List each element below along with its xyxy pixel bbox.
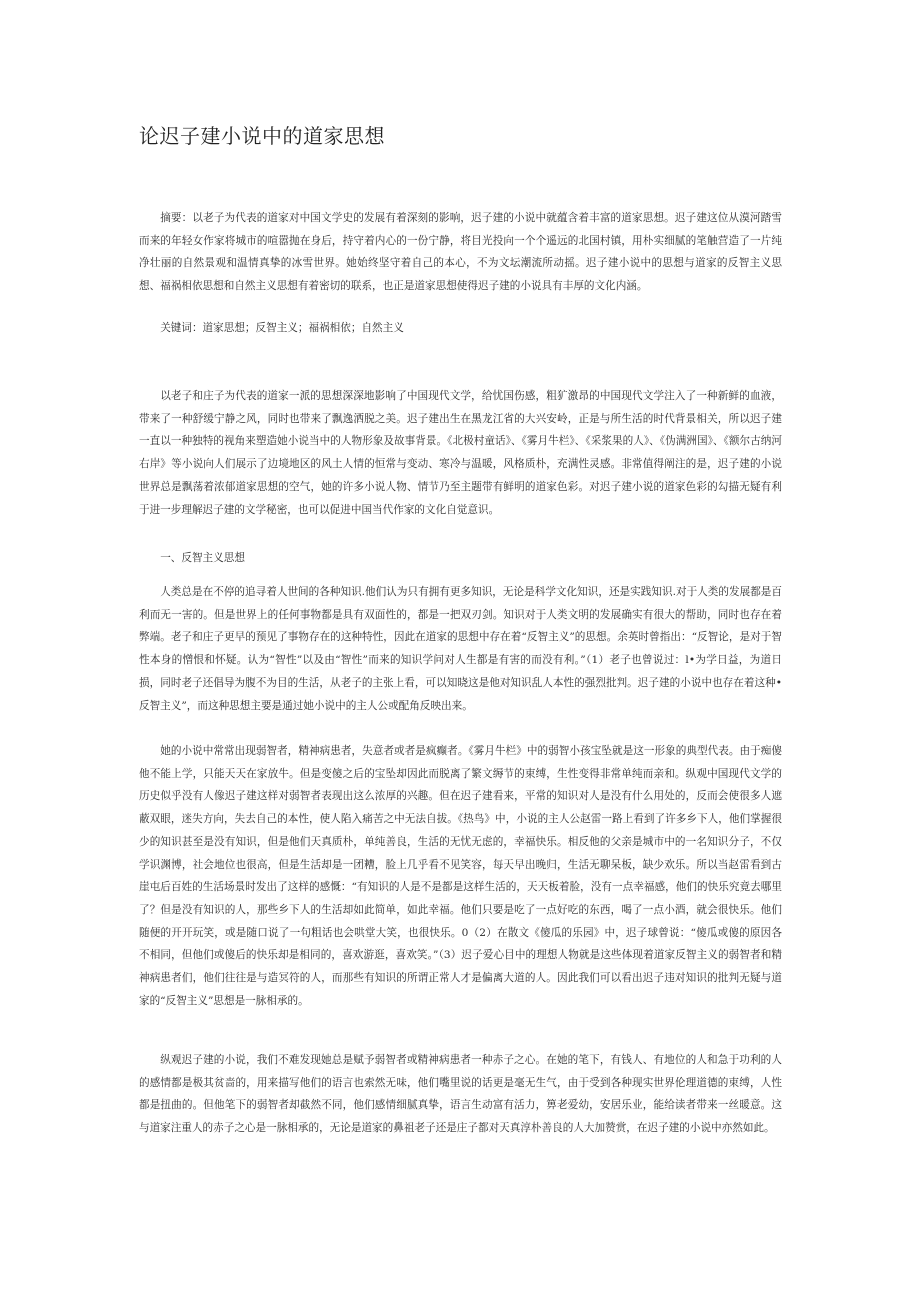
abstract-paragraph: 摘要：以老子为代表的道家对中国文学史的发展有着深刻的影响，迟子建的小说中就蕴含着丰富的道家思想。迟子建这位从漠河踏雪而来的年轻女作家将城市的喧嚣抛在身后，持守着内心的一份宁静，将目光投向一个个遥远的北国村镇，用朴实细腻的笔触营造了一片纯净壮丽的自然景观和温情真挚的冰雪世界。她始终坚守着自己的本心，不为文坛潮流所动摇。迟子建小说中的思想与道家的反智主义思想、福祸相依思想和自然主义思想有着密切的联系，也正是道家思想使得迟子建的小说具有丰厚的文化内涵。 <box>139 212 782 293</box>
body-paragraph: 她的小说中常常出现弱智者，精神病患者，失意者或者是疯癫者。《雾月牛栏》中的弱智小孩宝坠就是这一形象的典型代表。由于痴傻他不能上学，只能天天在家放牛。但是变傻之后的宝坠却因此而脱离了繁文缛节的束缚，生性变得非常单纯而亲和。纵观中国现代文学的历史似乎没有人像迟子建这样对弱智者表现出这么浓厚的兴趣。但在迟子建看来，平常的知识对人是没有什么用处的，反而会使很多人遮蔽双眼，迷失方向，失去自己的本性，使人陷入痛苦之中无法自拔。《热鸟》中，小说的主人公赵雷一路上看到了许多乡下人，他们掌握很少的知识甚至是没有知识，但是他们天真质朴，单纯善良，生活的无忧无虑的，幸福快乐。相反他的父亲是城市中的一名知识分子，不仅学识渊博，社会地位也很高，但是生活却是一团糟，脸上几乎看不见笑容，每天早出晚归，生活无聊呆板，缺少欢乐。所以当赵雷看到古崖屯后百姓的生活场景时发出了这样的感慨：“有知识的人是不是都是这样生活的，天天板着脸，没有一点幸福感，他们的快乐究竟去哪里了？但是没有知识的人，那些乡下人的生活却如此简单，如此幸福。他们只要是吃了一点好吃的东西，喝了一点小酒，就会很快乐。他们随便的开开玩笑，或是随口说了一句粗话也会哄堂大笑，也很快乐。0（2）在散文《傻瓜的乐园》中，迟子球曾说：“傻瓜或傻的原因各不相同，但他们或傻后的快乐却是相同的，喜欢游逛，喜欢笑。”（3）迟子爱心目中的理想人物就是这些体现着道家反智主义的弱智者和精神病患者们，他们往往是与造冥符的人，而那些有知识的所谓正常人才是偏离大道的人。因此我们可以看出迟子违对知识的批判无疑与道家的“反智主义”思想是一脉相承的。 <box>139 745 782 1007</box>
document-title: 论迟子建小说中的道家思想 <box>139 124 385 148</box>
section-heading: 一、反智主义思想 <box>160 552 245 564</box>
keywords-line: 关键词：道家思想；反智主义；福祸相依；自然主义 <box>160 322 404 334</box>
intro-paragraph: 以老子和庄子为代表的道家一派的思想深深地影响了中国现代文学，给忧国伤感，粗犷激昂的中国现代文学注入了一种新鲜的血液，带来了一种舒缓宁静之风，同时也带来了飘逸洒脱之美。迟子建出生在黑龙江省的大兴安岭，正是与所生活的时代背景相关，所以迟子建一直以一种独特的视角来塑造她小说当中的人物形象及故事背景。《北极村童话》、《雾月牛栏》、《采浆果的人》、《伪满洲国》、《额尔古纳河右岸》等小说向人们展示了边境地区的风土人情的恒常与变动、寒冷与温暖，风格质朴，充满性灵感。非常值得阐注的是，迟子建的小说世界总是飘荡着浓郁道家思想的空气，她的许多小说人物、情节乃至主题带有鲜明的道家色彩。对迟子建小说的道家色彩的勾描无疑有利于进一步理解迟子建的文学秘密，也可以促进中国当代作家的文化自觉意识。 <box>139 390 782 516</box>
body-paragraph: 纵观迟子建的小说，我们不难发现她总是赋予弱智者或精神病患者一种赤子之心。在她的笔下，有钱人、有地位的人和急于功利的人的感情都是极其贫啬的，用来描写他们的语言也索然无味，他们嘴里说的话更是毫无生气，由于受到各种现实世界伦理道德的束缚，人性都是扭曲的。但他笔下的弱智者却截然不同，他们感情细腻真挚，语言生动富有活力，箅老爱幼，安居乐业，能给读者带来一丝暖意。这与道家注重人的赤子之心是一脉相承的，无论是道家的鼻祖老子还是庄子都对天真淳朴善良的人大加赞赏，在迟子建的小说中亦然如此。 <box>139 1054 782 1135</box>
body-paragraph: 人类总是在不停的追寻着人世间的各种知识.他们认为只有拥有更多知识，无论是科学文化知识，还是实践知识.对于人类的发展都是百利而无一害的。但是世界上的任何事物都是具有双面性的，都是一把双刃剑。知识对于人类文明的发展确实有很大的帮助，同时也存在着弊端。老子和庄子更早的预见了事物存在的这种特性，因此在道家的思想中存在着“反智主义”的思想。余英时曾指出：“反智论，是对于智性本身的憎恨和怀疑。认为“智性”以及由“智性”而来的知识学问对人生都是有害的而没有利。”（1）老子也曾说过：l•为学日益，为道日损，同时老子还倡导为腹不为目的生活，从老子的主张上看，可以知晓这是他对知识乱人本性的强烈批判。迟子建的小说中也存在着这种•反智主义”，而这种思想主要是通过她小说中的主人公或配角反映出来。 <box>139 586 782 712</box>
